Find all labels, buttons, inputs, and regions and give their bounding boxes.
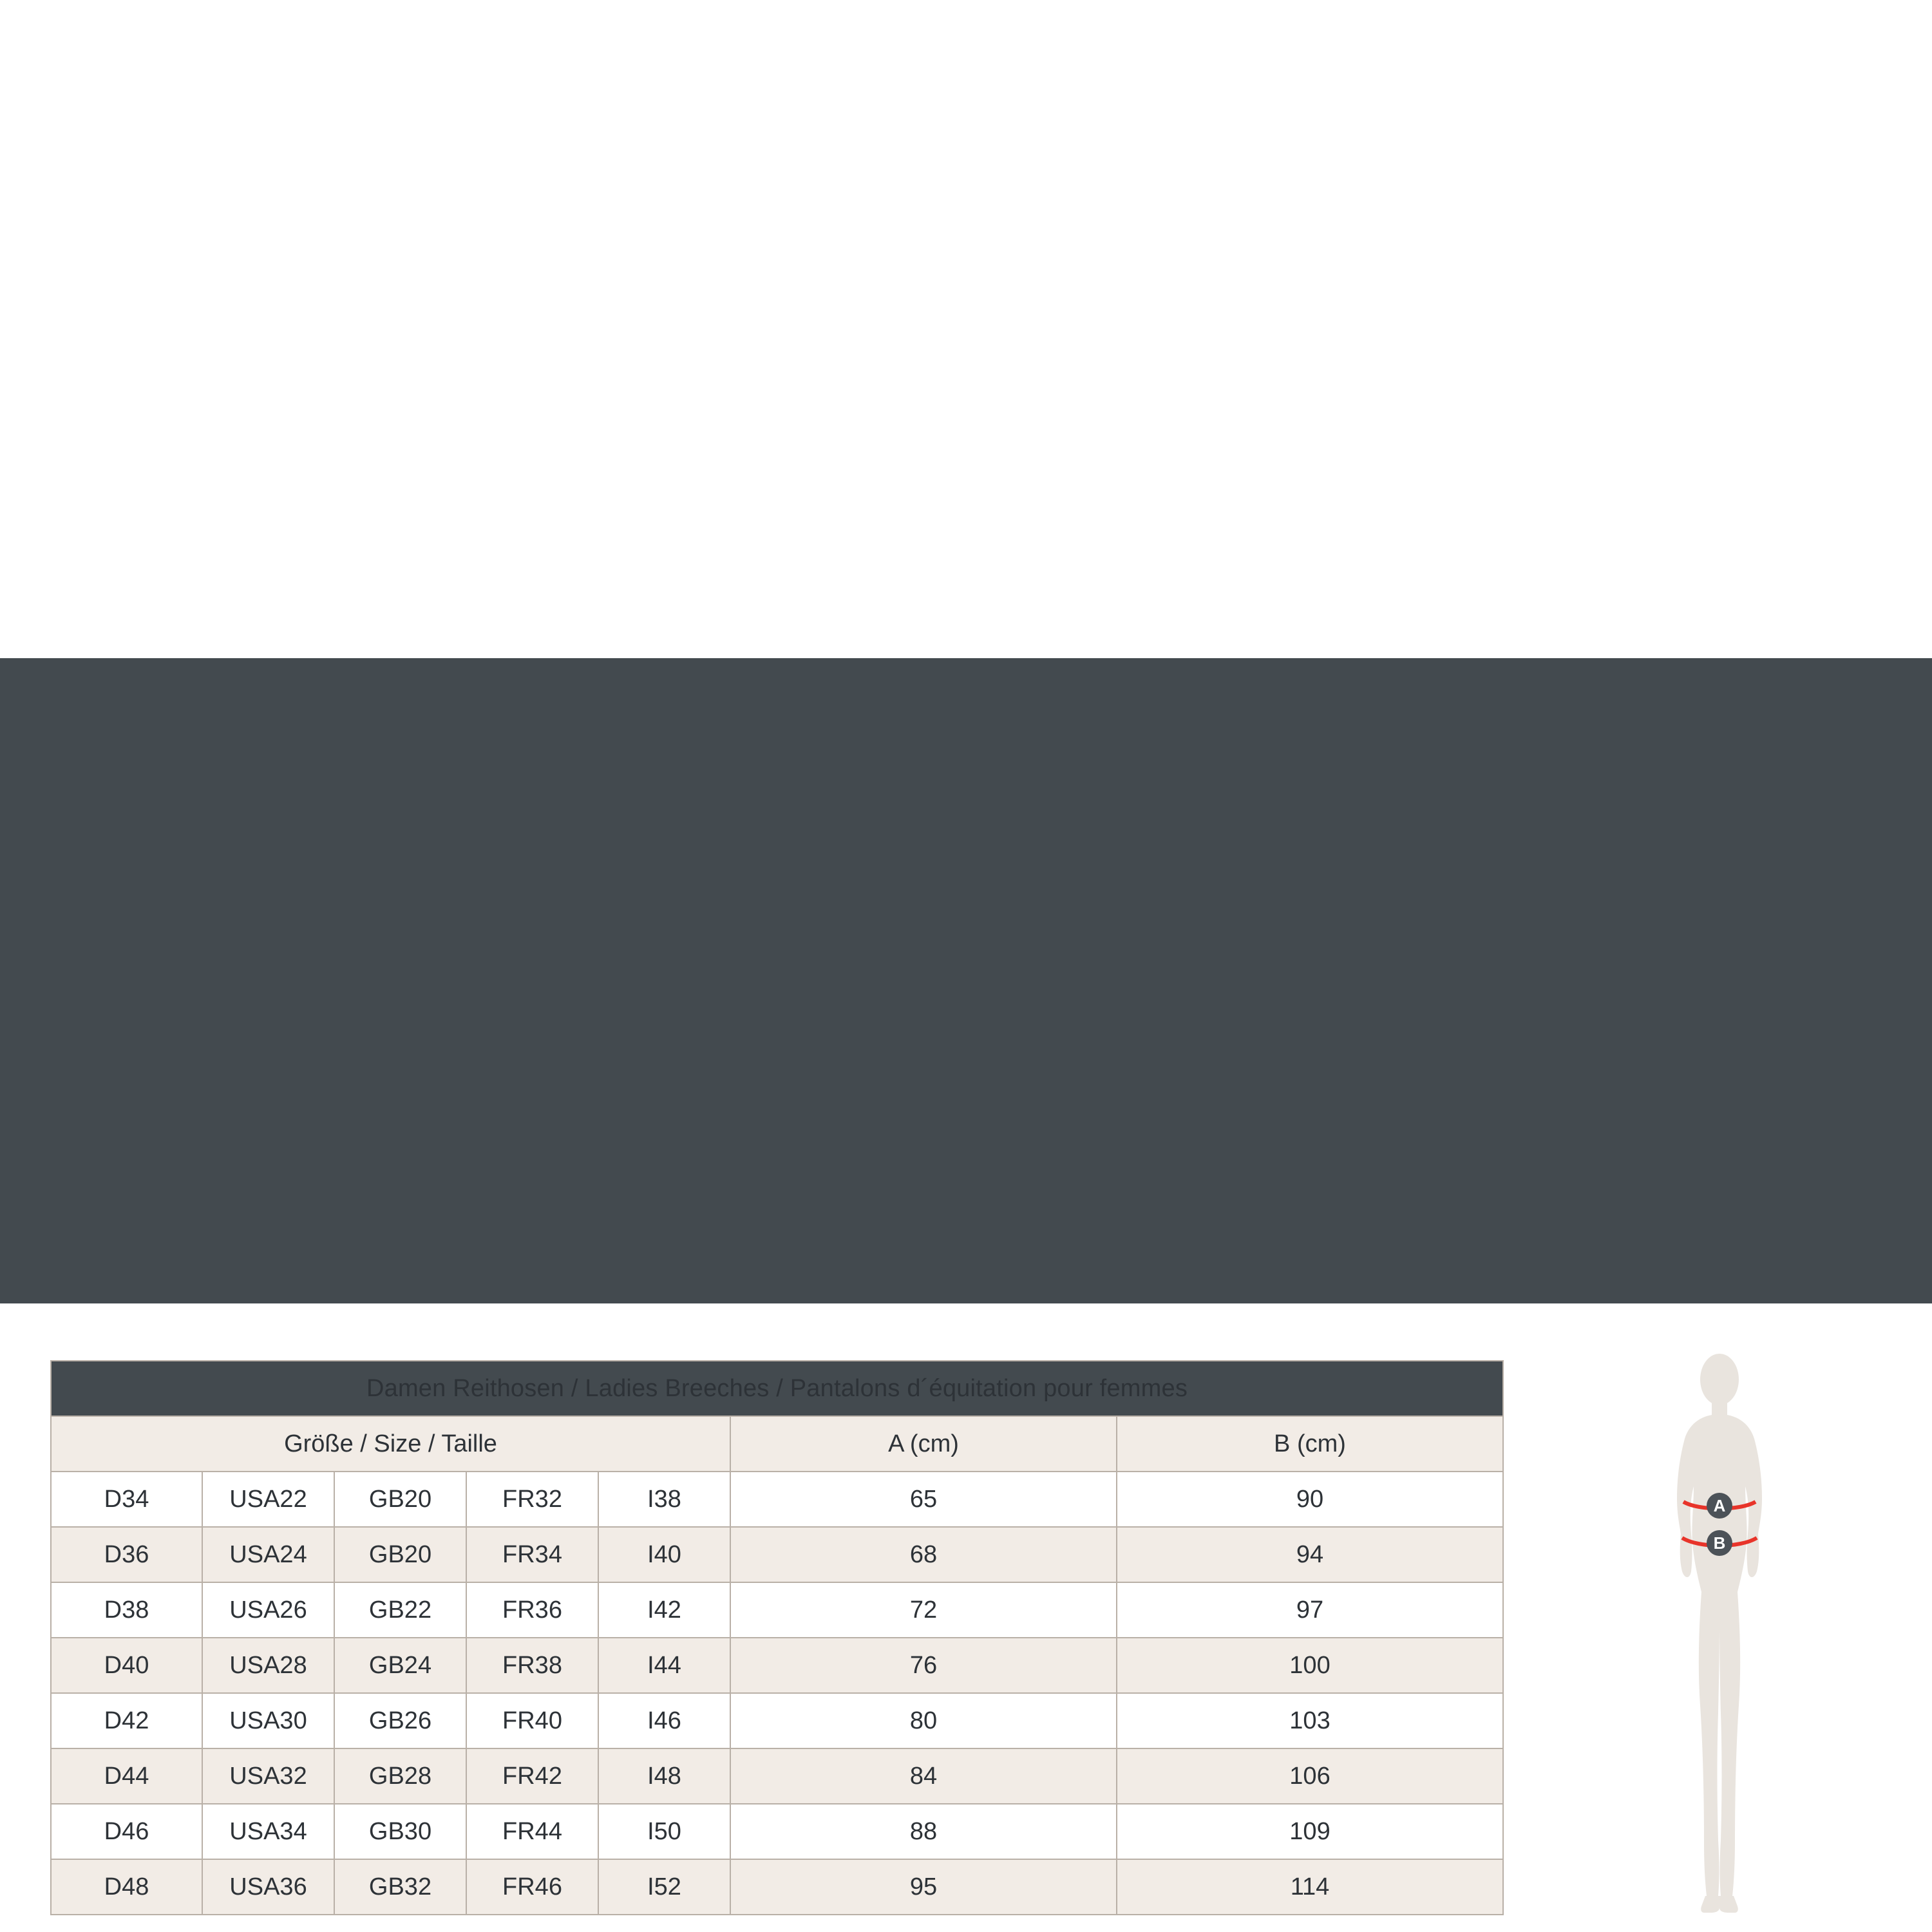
cell-size-gb: GB28 bbox=[334, 1748, 466, 1804]
cell-size-it: I48 bbox=[598, 1748, 730, 1804]
cell-size-usa: USA24 bbox=[202, 1527, 334, 1582]
cell-measure-a: 72 bbox=[730, 1582, 1117, 1638]
cell-measure-b: 103 bbox=[1117, 1693, 1503, 1748]
sizing-chart-band bbox=[0, 658, 1932, 1900]
cell-size-fr: FR40 bbox=[466, 1693, 598, 1748]
cell-size-it: I44 bbox=[598, 1638, 730, 1693]
cell-size-usa: USA34 bbox=[202, 1804, 334, 1859]
cell-size-gb: GB30 bbox=[334, 1804, 466, 1859]
table-header-row bbox=[51, 1416, 1503, 1472]
cell-size-fr: FR36 bbox=[466, 1582, 598, 1638]
cell-size-de: D44 bbox=[51, 1748, 202, 1804]
cell-size-fr: FR44 bbox=[466, 1804, 598, 1859]
header-a-label: A bbox=[888, 1430, 904, 1457]
cell-size-usa: USA22 bbox=[202, 1472, 334, 1527]
cell-size-fr: FR46 bbox=[466, 1859, 598, 1915]
body-measurement-figure bbox=[1623, 1352, 1816, 1932]
cell-size-usa: USA32 bbox=[202, 1748, 334, 1804]
cell-size-usa: USA30 bbox=[202, 1693, 334, 1748]
cell-measure-b: 94 bbox=[1117, 1527, 1503, 1582]
table-row bbox=[51, 1859, 1503, 1915]
cell-size-fr: FR32 bbox=[466, 1472, 598, 1527]
cell-size-de: D40 bbox=[51, 1638, 202, 1693]
badge-b bbox=[1707, 1530, 1732, 1556]
cell-size-gb: GB20 bbox=[334, 1472, 466, 1527]
table-title: Damen Reithosen / Ladies Breeches / Pantalons d´équitation pour femmes bbox=[51, 1361, 1503, 1416]
cell-size-fr: FR42 bbox=[466, 1748, 598, 1804]
cell-measure-b: 106 bbox=[1117, 1748, 1503, 1804]
cell-size-de: D42 bbox=[51, 1693, 202, 1748]
cell-size-de: D36 bbox=[51, 1527, 202, 1582]
cell-size-gb: GB26 bbox=[334, 1693, 466, 1748]
cell-measure-b: 114 bbox=[1117, 1859, 1503, 1915]
cell-size-fr: FR38 bbox=[466, 1638, 598, 1693]
cell-measure-a: 88 bbox=[730, 1804, 1117, 1859]
size-table-container bbox=[50, 1360, 1486, 1915]
svg-text:B: B bbox=[1713, 1533, 1726, 1553]
header-measure-a bbox=[730, 1416, 1117, 1472]
cell-size-usa: USA36 bbox=[202, 1859, 334, 1915]
cell-measure-a: 84 bbox=[730, 1748, 1117, 1804]
cell-size-gb: GB22 bbox=[334, 1582, 466, 1638]
cell-size-it: I50 bbox=[598, 1804, 730, 1859]
cell-size-gb: GB32 bbox=[334, 1859, 466, 1915]
badge-a bbox=[1707, 1493, 1732, 1519]
cell-size-fr: FR34 bbox=[466, 1527, 598, 1582]
cell-size-de: D46 bbox=[51, 1804, 202, 1859]
cell-measure-a: 76 bbox=[730, 1638, 1117, 1693]
table-row bbox=[51, 1748, 1503, 1804]
cell-size-gb: GB24 bbox=[334, 1638, 466, 1693]
cell-size-it: I40 bbox=[598, 1527, 730, 1582]
cell-size-it: I52 bbox=[598, 1859, 730, 1915]
cell-size-de: D48 bbox=[51, 1859, 202, 1915]
cell-measure-a: 95 bbox=[730, 1859, 1117, 1915]
female-body-silhouette bbox=[1677, 1354, 1762, 1913]
cell-measure-a: 65 bbox=[730, 1472, 1117, 1527]
cell-size-usa: USA28 bbox=[202, 1638, 334, 1693]
header-a-unit: (cm) bbox=[909, 1430, 959, 1457]
cell-size-it: I42 bbox=[598, 1582, 730, 1638]
cell-measure-a: 80 bbox=[730, 1693, 1117, 1748]
table-row bbox=[51, 1638, 1503, 1693]
cell-measure-b: 97 bbox=[1117, 1582, 1503, 1638]
table-row bbox=[51, 1804, 1503, 1859]
table-row bbox=[51, 1472, 1503, 1527]
size-table bbox=[50, 1360, 1504, 1915]
table-row bbox=[51, 1582, 1503, 1638]
header-b-label: B bbox=[1274, 1430, 1291, 1457]
header-b-unit: (cm) bbox=[1296, 1430, 1346, 1457]
cell-size-it: I46 bbox=[598, 1693, 730, 1748]
svg-text:A: A bbox=[1713, 1496, 1726, 1515]
cell-size-it: I38 bbox=[598, 1472, 730, 1527]
cell-size-gb: GB20 bbox=[334, 1527, 466, 1582]
cell-measure-b: 90 bbox=[1117, 1472, 1503, 1527]
header-size-group: Größe / Size / Taille bbox=[51, 1416, 730, 1472]
cell-measure-b: 100 bbox=[1117, 1638, 1503, 1693]
table-row bbox=[51, 1527, 1503, 1582]
cell-size-de: D34 bbox=[51, 1472, 202, 1527]
table-title-row bbox=[51, 1361, 1503, 1416]
cell-measure-b: 109 bbox=[1117, 1804, 1503, 1859]
table-row bbox=[51, 1693, 1503, 1748]
cell-size-de: D38 bbox=[51, 1582, 202, 1638]
header-measure-b bbox=[1117, 1416, 1503, 1472]
cell-measure-a: 68 bbox=[730, 1527, 1117, 1582]
cell-size-usa: USA26 bbox=[202, 1582, 334, 1638]
